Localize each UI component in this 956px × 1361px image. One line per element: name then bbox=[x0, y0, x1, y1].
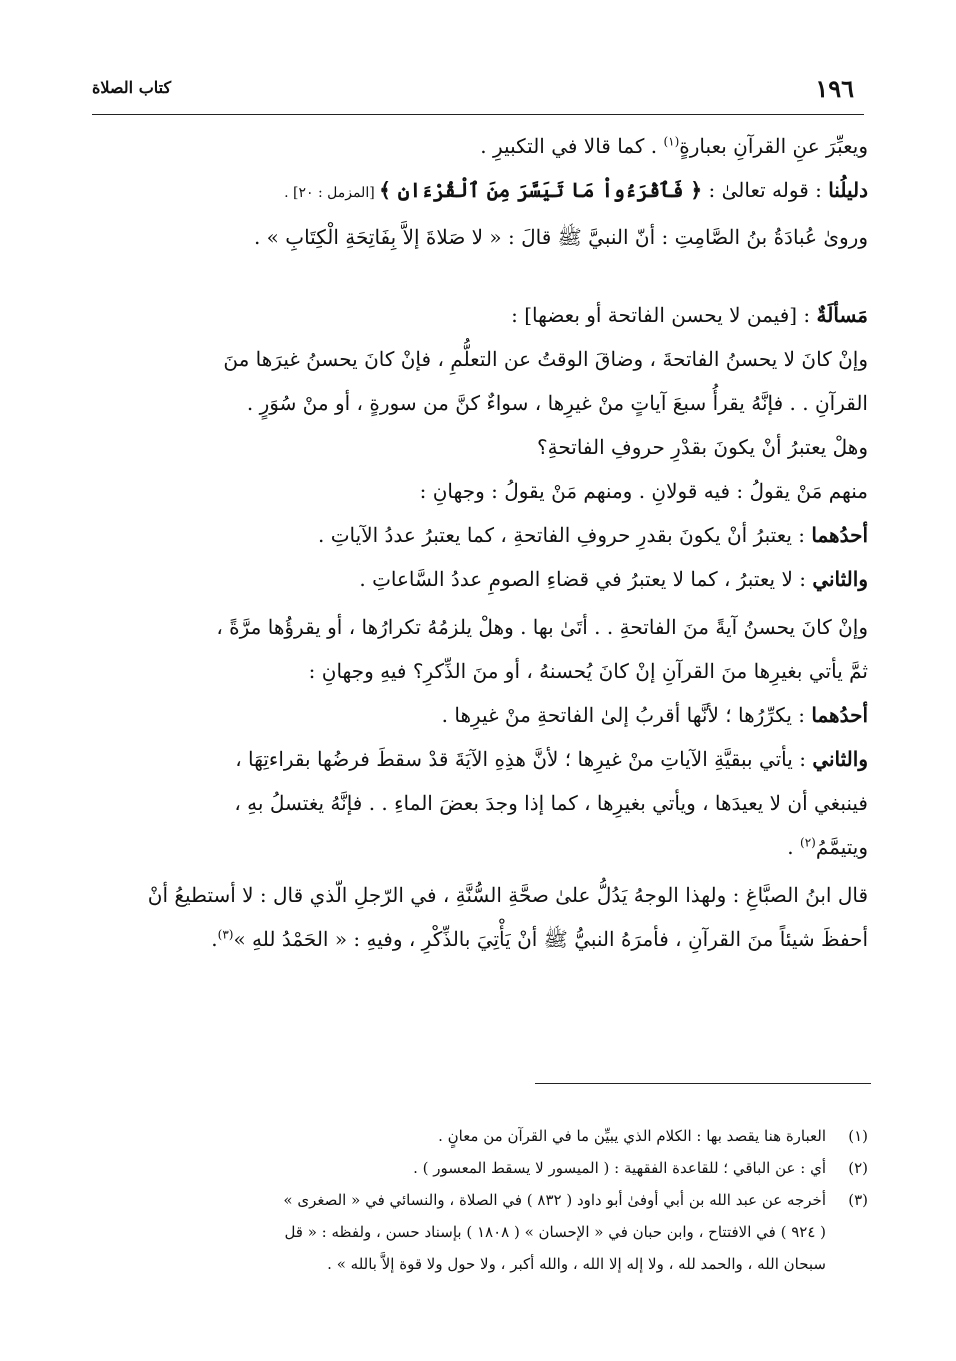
running-title: كتاب الصلاة bbox=[92, 78, 172, 97]
text-line: ويتيمَّمُ$^{(٢)}$ . bbox=[787, 835, 868, 859]
footnote-text: سبحان الله ، والحمد لله ، ولا إله إلا الله ، والله أكبر ، ولا حول ولا قوة إلاَّ بالله » . bbox=[327, 1255, 826, 1273]
page-number: ١٩٦ bbox=[815, 74, 854, 103]
verse-reference: [المزمل : ٢٠] . bbox=[284, 185, 380, 201]
text-line: قال ابنُ الصبَّاغِ : ولهذا الوجهُ يَدُلُّ علىٰ صحَّةِ السُّنَّةِ ، في الرّجلِ الّذي قال : لا أستطيعُ أنْ bbox=[147, 883, 868, 907]
heading-label: والثاني bbox=[812, 747, 868, 771]
heading-label: دليلُنا bbox=[828, 178, 868, 202]
footnote-ref[interactable]: (٢) bbox=[800, 835, 816, 850]
footnote-number: (١) bbox=[848, 1127, 868, 1145]
footnote-number: (٢) bbox=[848, 1159, 868, 1177]
heading-label: أحدُهما bbox=[811, 523, 868, 547]
issue-heading: مَسألَةٌ : [فيمن لا يحسن الفاتحة أو بعضها] : bbox=[511, 303, 868, 327]
text-line: أحدُهما : يكرِّرُها ؛ لأنَّها أقربُ إلىٰ الفاتحةِ منْ غيرِها . bbox=[441, 703, 868, 727]
text-line: دليلُنا : قوله تعالىٰ : ﴿ فَٱقْرَءُواْ مَا تَيَسَّرَ مِنَ ٱلْقُرْءَانِ ﴾ [المزمل : ٢٠] . bbox=[284, 178, 868, 202]
text-line: وإنْ كانَ يحسنُ آيةً منَ الفاتحةِ . . أتَىٰ بها . وهلْ يلزمُهُ تكرارُها ، أو يقرؤُها مرَّةً ، bbox=[216, 615, 868, 639]
issue-label: مَسألَةٌ bbox=[816, 303, 868, 327]
text-line: وإنْ كانَ لا يحسنُ الفاتحةَ ، وضاقَ الوقتُ عن التعلُّمِ ، فإنْ كانَ يحسنُ غيرَها منَ bbox=[223, 347, 868, 371]
text-line: منهم مَنْ يقولُ : فيه قولانِ . ومنهم مَنْ يقولُ : وجهانِ : bbox=[419, 479, 868, 503]
text-line: وهلْ يعتبرُ أنْ يكونَ بقدْرِ حروفِ الفاتحةِ؟ bbox=[537, 435, 868, 459]
text-line: ثمَّ يأتي بغيرِها منَ القرآنِ إنْ كانَ يُحسنهُ ، أو منَ الذِّكرِ؟ فيهِ وجهانِ : bbox=[308, 659, 868, 683]
footnote-1 bbox=[88, 1120, 868, 1152]
text-line: أحفظَ شيئاً منَ القرآنِ ، فأمرَهُ النبيُّ ﷺ أنْ يَأْتِيَ بالذِّكْرِ ، وفيهِ : « الحَمْدُ للهِ »$^{(٣)}$. bbox=[211, 927, 868, 951]
text-line: فينبغي أن لا يعيدَها ، ويأتي بغيرِها ، كما إذا وجدَ بعضَ الماءِ . . فإنَّهُ يغتسلُ بهِ ، bbox=[234, 791, 868, 815]
text-line: ويعبِّرَ عنِ القرآنِ بعبارةٍ$^{(١)}$ . كما قالا في التكبيرِ . bbox=[480, 134, 868, 158]
footnote-text: العبارة هنا يقصد بها : الكلام الذي يبيِّن ما في القرآن من معانٍ . bbox=[438, 1127, 826, 1145]
footnote-ref[interactable]: (٣) bbox=[217, 927, 234, 942]
footnote-3 bbox=[88, 1184, 868, 1216]
footnote-ref[interactable]: (١) bbox=[663, 134, 680, 149]
footnote-number: (٣) bbox=[848, 1191, 868, 1209]
text-line: القرآنِ . . فإنَّهُ يقرأُ سبعَ آياتٍ منْ غيرِها ، سواءٌ كنَّ من سورةٍ ، أو منْ سُوَرٍ . bbox=[246, 391, 868, 415]
text-line: والثاني : يأتي ببقيَّةِ الآياتِ منْ غيرِها ؛ لأنَّ هذِهِ الآيَةَ قدْ سقطَ فرضُها بقراءتِهَا ، bbox=[235, 747, 868, 771]
footnote-text: أي : عن الباقي ؛ للقاعدة الفقهية : ( الميسور لا يسقط المعسور ) . bbox=[413, 1159, 826, 1177]
footnote-divider bbox=[535, 1083, 871, 1084]
quran-verse: ﴿ فَٱقْرَءُواْ مَا تَيَسَّرَ مِنَ ٱلْقُرْءَانِ ﴾ bbox=[379, 178, 703, 202]
heading-label: والثاني bbox=[812, 567, 868, 591]
main-text bbox=[88, 124, 868, 961]
footnotes bbox=[88, 1120, 868, 1280]
text-line: وروىٰ عُبادَةُ بنُ الصَّامِتِ : أنّ النبيَّ ﷺ قالَ : « لا صَلاةَ إلاَّ بِفَاتِحَةِ الْكِتَابِ » . bbox=[253, 225, 868, 249]
footnote-2 bbox=[88, 1152, 868, 1184]
text-line: والثاني : لا يعتبرُ ، كما لا يعتبرُ في قضاءِ الصومِ عددُ السَّاعاتِ . bbox=[359, 567, 868, 591]
footnote-text: ( ٩٢٤ ) في الافتتاح ، وابن حبان في « الإحسان » ( ١٨٠٨ ) بإسناد حسن ، ولفظه : « قل bbox=[284, 1223, 826, 1241]
text-line: أحدُهما : يعتبرُ أنْ يكونَ بقدرِ حروفِ الفاتحةِ ، كما يعتبرُ عددُ الآياتِ . bbox=[318, 523, 868, 547]
page-header bbox=[92, 74, 864, 115]
footnote-text: أخرجه عن عبد الله بن أبي أوفىٰ أبو داود ( ٨٣٢ ) في الصلاة ، والنسائي في « الصغرى » bbox=[283, 1191, 826, 1209]
heading-label: أحدُهما bbox=[811, 703, 868, 727]
